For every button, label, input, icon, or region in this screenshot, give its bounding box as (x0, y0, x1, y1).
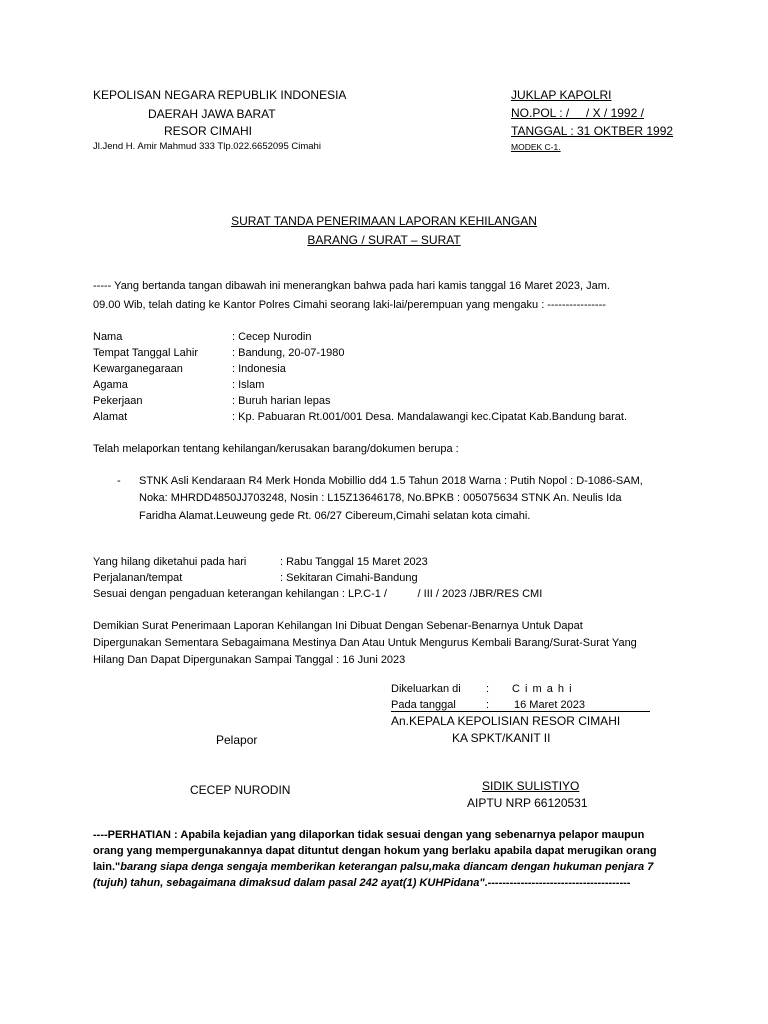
loss-place-label: Perjalanan/tempat (93, 572, 183, 584)
identity-label: Alamat (93, 411, 128, 423)
header-nopol: NO.POL : / / X / 1992 / (511, 106, 644, 120)
issued-date-value: 16 Maret 2023 (514, 699, 585, 711)
document-title: SURAT TANDA PENERIMAAN LAPORAN KEHILANGAN (231, 214, 537, 228)
authority-line-1: An.KEPALA KEPOLISIAN RESOR CIMAHI (391, 714, 621, 728)
header-resort: RESOR CIMAHI (164, 124, 253, 138)
issued-underline (391, 711, 650, 712)
identity-row (93, 379, 264, 391)
identity-value: : Bandung, 20-07-1980 (232, 347, 345, 359)
issued-place-sep: : (486, 683, 490, 695)
header-model: MODEK C-1. (511, 142, 561, 152)
intro-line-2: 09.00 Wib, telah dating ke Kantor Polres Cimahi seorang laki-lai/perempuan yang mengaku : ---------------- (93, 299, 606, 311)
identity-row (93, 363, 286, 375)
item-bullet: - (117, 475, 121, 487)
notice-line-3-italic: barang siapa denga sengaja memberikan keterangan palsu,maka diancam dengan hukuman penjara 7 (120, 861, 654, 873)
identity-label: Tempat Tanggal Lahir (93, 347, 198, 359)
identity-value: : Kp. Pabuaran Rt.001/001 Desa. Mandalawangi kec.Cipatat Kab.Bandung barat. (232, 411, 628, 423)
loss-day-label: Yang hilang diketahui pada hari (93, 556, 247, 568)
issued-place-value: C i m a h i (512, 683, 573, 695)
reported-intro: Telah melaporkan tentang kehilangan/kerusakan barang/dokumen berupa : (93, 443, 459, 455)
issued-place-label: Dikeluarkan di (391, 683, 461, 695)
identity-value: : Cecep Nurodin (232, 331, 312, 343)
identity-row (93, 331, 312, 343)
authority-line-2: KA SPKT/KANIT II (452, 731, 551, 745)
header-date: TANGGAL : 31 OKTBER 1992 (511, 124, 674, 138)
notice-line-3 (93, 861, 653, 873)
closing-line-1: Demikian Surat Penerimaan Laporan Kehilangan Ini Dibuat Dengan Sebenar-Benarnya Untuk Dapat (93, 620, 583, 632)
loss-reference: Sesuai dengan pengaduan keterangan kehilangan : LP.C-1 / / III / 2023 /JBR/RES CMI (93, 588, 543, 600)
identity-label: Kewarganegaraan (93, 363, 183, 375)
identity-label: Agama (93, 379, 128, 391)
header-agency-name: KEPOLISAN NEGARA REPUBLIK INDONESIA (93, 88, 347, 102)
notice-line-2: orang yang mempergunakannya dapat dituntut dengan hokum yang berlaku apabila dapat merugikan orang (93, 845, 657, 857)
identity-row (93, 395, 330, 407)
document-subtitle: BARANG / SURAT – SURAT (307, 233, 461, 247)
closing-line-2: Dipergunakan Sementara Sebagaimana Mestinya Dan Atau Untuk Mengurus Kembali Barang/Surat-Surat Yang (93, 637, 637, 649)
closing-line-3: Hilang Dan Dapat Dipergunakan Sampai Tanggal : 16 Juni 2023 (93, 654, 406, 666)
identity-value: : Buruh harian lepas (232, 395, 331, 407)
intro-line-1: ----- Yang bertanda tangan dibawah ini menerangkan bahwa pada hari kamis tanggal 16 Maret 2023, Jam. (93, 280, 610, 292)
identity-row (93, 411, 627, 423)
notice-line-4-italic: (tujuh) tahun, sebagaimana dimaksud dalam pasal 242 ayat(1) KUHPidana" (93, 877, 485, 889)
issued-date-label: Pada tanggal (391, 699, 456, 711)
identity-label: Pekerjaan (93, 395, 143, 407)
officer-name: SIDIK SULISTIYO (482, 779, 580, 793)
identity-row (93, 347, 345, 359)
header-region: DAERAH JAWA BARAT (148, 107, 276, 121)
reporter-name: CECEP NURODIN (190, 783, 291, 797)
notice-line-4 (93, 877, 630, 889)
identity-value: : Islam (232, 379, 265, 391)
notice-line-1: ----PERHATIAN : Apabila kejadian yang dilaporkan tidak sesuai dengan yang sebenarnya pelapor maupun (93, 829, 645, 841)
header-address: Jl.Jend H. Amir Mahmud 333 Tlp.022.6652095 Cimahi (93, 141, 321, 152)
identity-value: : Indonesia (232, 363, 286, 375)
item-line-2: Noka: MHRDD4850JJ703248, Nosin : L15Z13646178, No.BPKB : 005075634 STNK An. Neulis Ida (139, 492, 622, 504)
reporter-label: Pelapor (216, 733, 258, 747)
loss-place-value: : Sekitaran Cimahi-Bandung (280, 572, 418, 584)
item-line-1: STNK Asli Kendaraan R4 Merk Honda Mobillio dd4 1.5 Tahun 2018 Warna : Putih Nopol : D-1086-SAM, (139, 475, 643, 487)
loss-day-value: : Rabu Tanggal 15 Maret 2023 (280, 556, 428, 568)
notice-line-4-tail: .--------------------------------------- (484, 877, 631, 889)
item-line-3: Faridha Alamat.Leuweung gede Rt. 06/27 Cibereum,Cimahi selatan kota cimahi. (139, 510, 531, 522)
officer-rank: AIPTU NRP 66120531 (467, 796, 588, 810)
header-juklap: JUKLAP KAPOLRI (511, 88, 612, 102)
identity-label: Nama (93, 331, 123, 343)
issued-date-sep: : (486, 699, 490, 711)
notice-line-3-text: lain." (93, 861, 121, 873)
